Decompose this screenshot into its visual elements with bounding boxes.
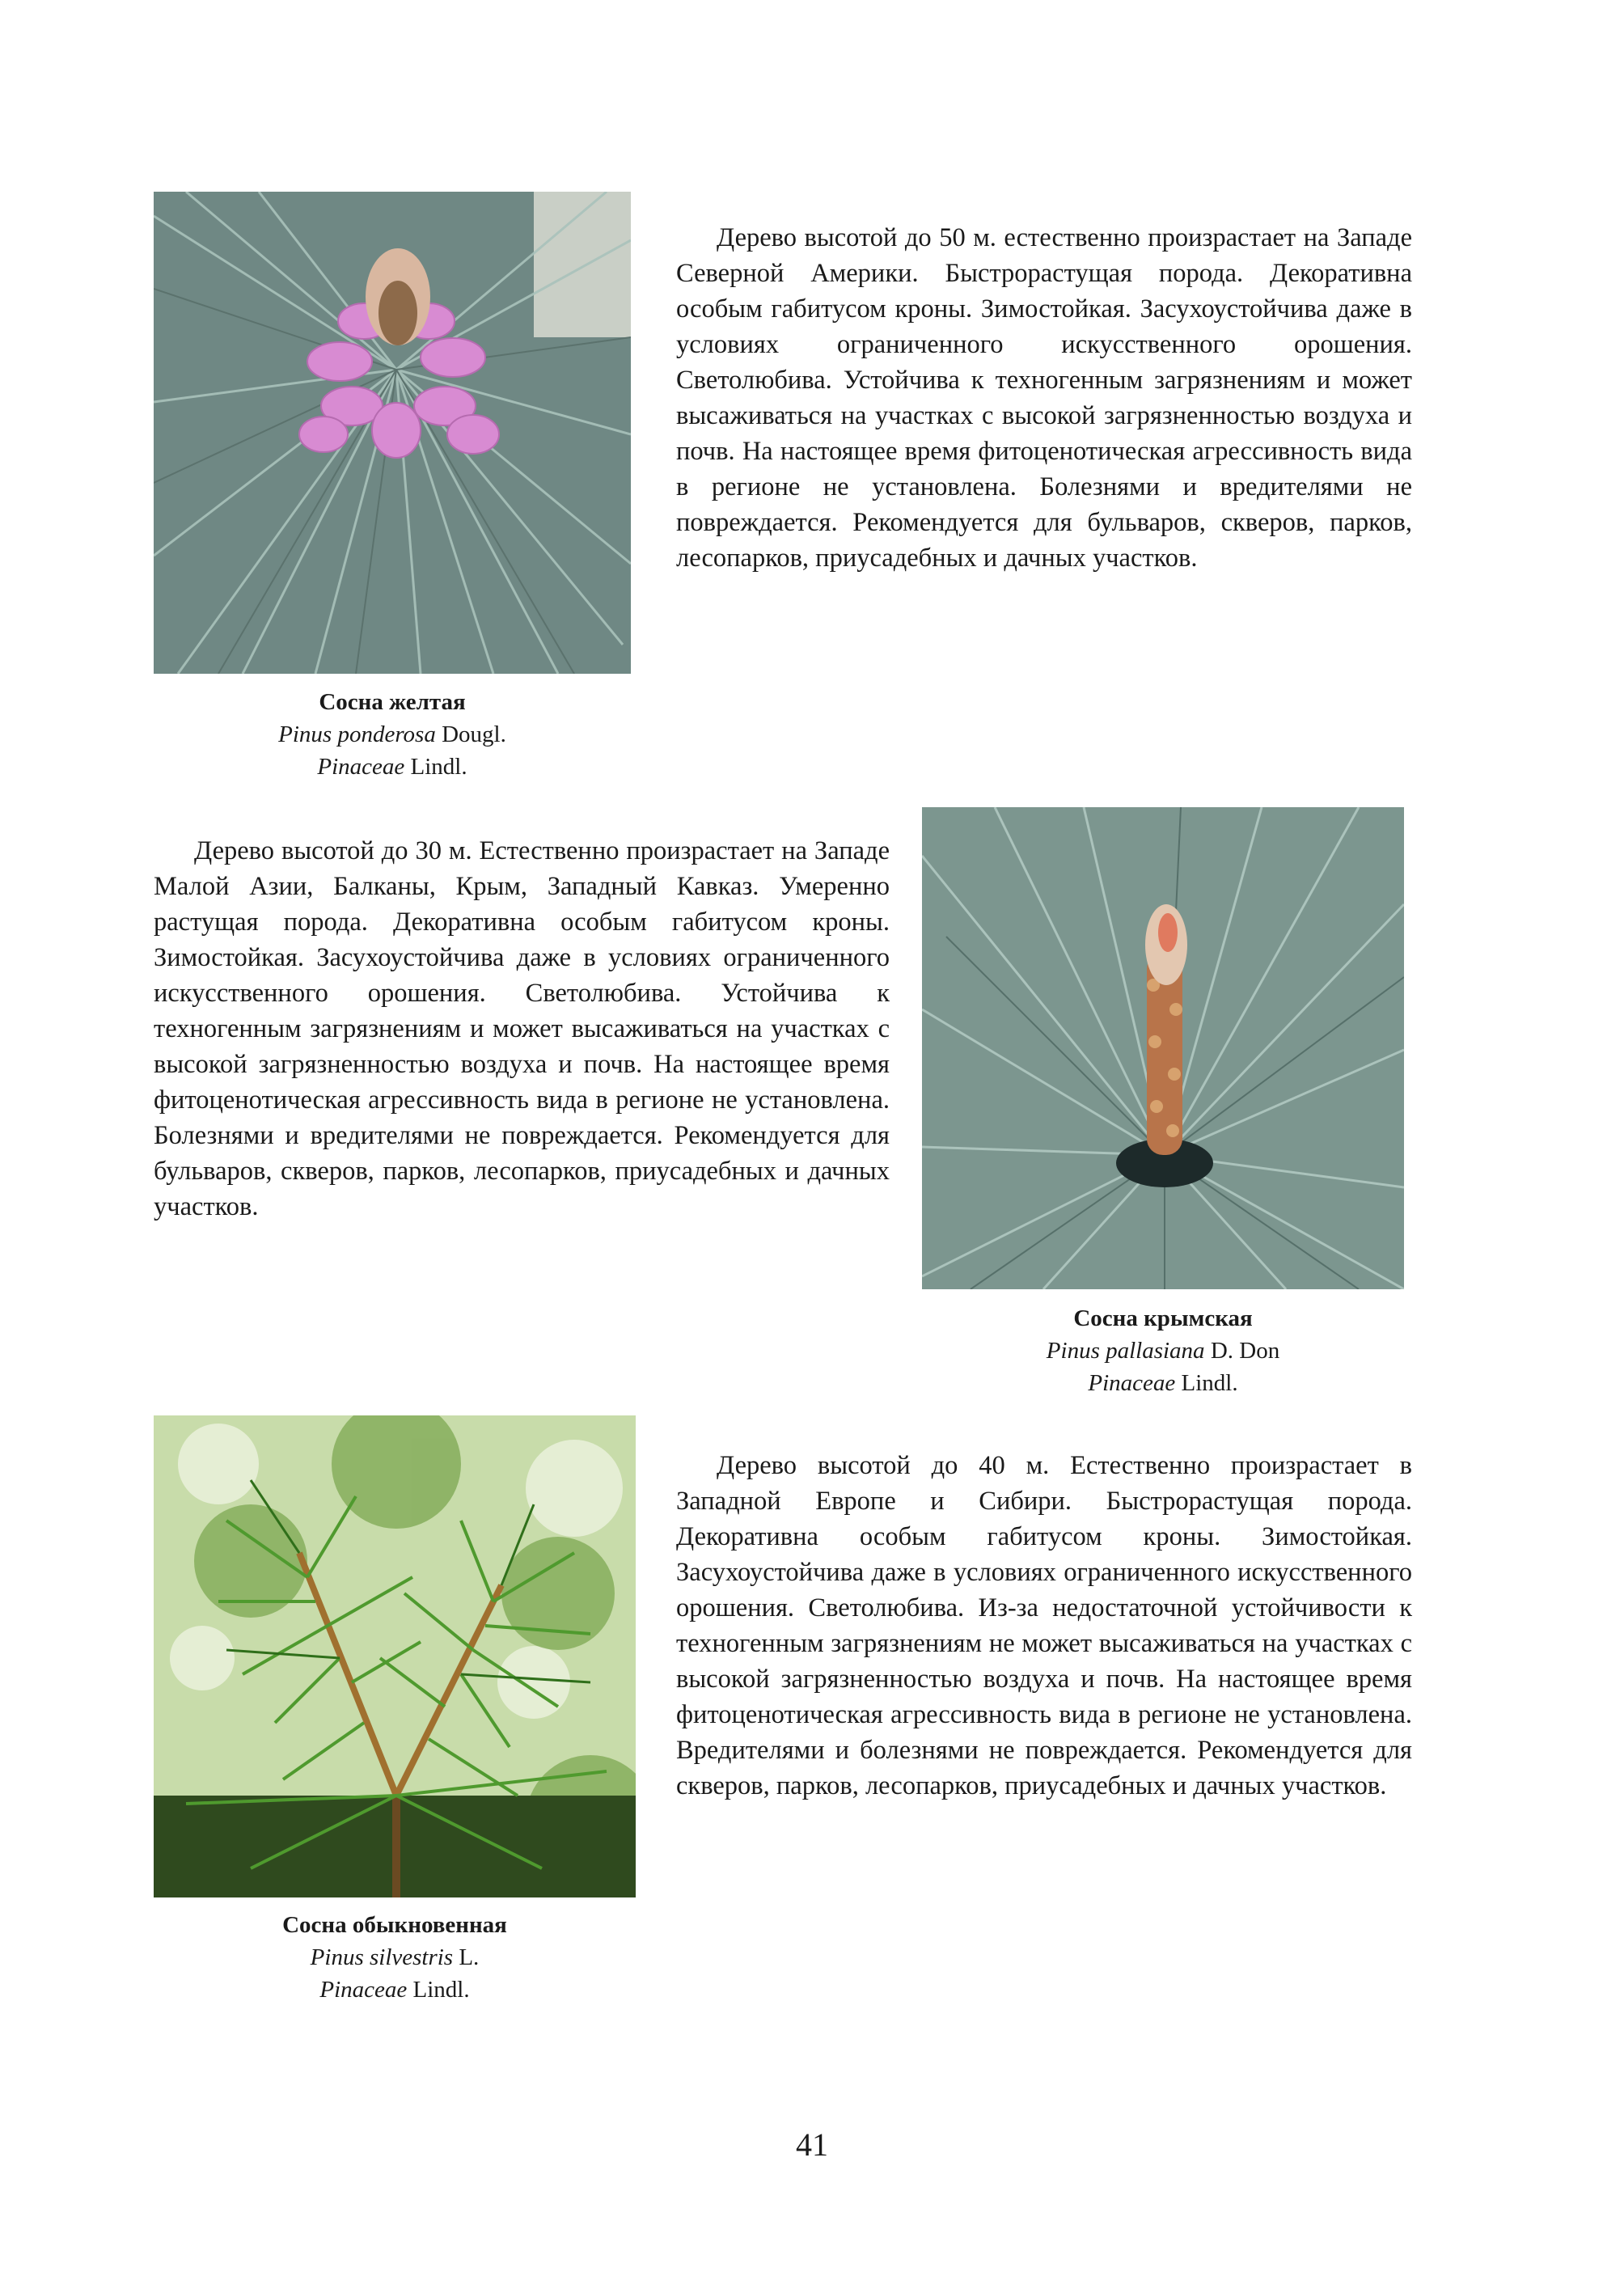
description-pinus-silvestris: Дерево высотой до 40 м. Естественно произрастает в Западной Европе и Сибири. Быстрорастущая порода. Декоративна особым габитусом кроны. Зимостойкая. Засухоустойчива даже в условиях ограниченного искусственного орошения. Светолюбива. Из-за недостаточной устойчивости к техногенным загрязнениям не может высаживаться на участках с высокой загрязненностью воздуха и почв. На настоящее время фитоценотическая агрессивность вида в регионе не установлена. Вредителями и болезнями не повреждается. Рекомендуется для скверов, парков, лесопарков, приусадебных и дачных участков. xyxy=(676,1451,1412,1800)
species-name-ru: Сосна крымская xyxy=(1073,1305,1253,1331)
page-number: 41 xyxy=(796,2126,828,2163)
photo-pinus-ponderosa xyxy=(154,192,631,674)
species-name-ru: Сосна обыкновенная xyxy=(282,1912,507,1938)
photo-pinus-silvestris xyxy=(154,1415,636,1897)
photo-pinus-pallasiana xyxy=(922,807,1404,1289)
species-name-latin: Pinus silvestris L. xyxy=(310,1944,480,1970)
species-name-latin: Pinus ponderosa Dougl. xyxy=(278,721,506,747)
caption-pinus-ponderosa xyxy=(154,686,631,783)
species-name-ru: Сосна желтая xyxy=(319,689,466,715)
caption-pinus-silvestris xyxy=(154,1909,636,2006)
species-family: Pinaceae Lindl. xyxy=(317,754,467,780)
species-name-latin: Pinus pallasiana D. Don xyxy=(1046,1338,1280,1364)
description-pinus-pallasiana: Дерево высотой до 30 м. Естественно произрастает на Западе Малой Азии, Балканы, Крым, Западный Кавказ. Умеренно растущая порода. Декоративна особым габитусом кроны. Зимостойкая. Засухоустойчива даже в условиях ограниченного искусственного орошения. Светолюбива. Устойчива к техногенным загрязнениям и может высаживаться на участках с высокой загрязненностью воздуха и почв. На настоящее время фитоценотическая агрессивность вида в регионе не установлена. Болезнями и вредителями не повреждается. Рекомендуется для бульваров, скверов, парков, лесопарков, приусадебных и дачных участков. xyxy=(154,836,890,1221)
description-pinus-ponderosa: Дерево высотой до 50 м. естественно произрастает на Западе Северной Америки. Быстрорастущая порода. Декоративна особым габитусом кроны. Зимостойкая. Засухоустойчива даже в условиях ограниченного искусственного орошения. Светолюбива. Устойчива к техногенным загрязнениям и может высаживаться на участках с высокой загрязненностью воздуха и почв. На настоящее время фитоценотическая агрессивность вида в регионе не установлена. Болезнями и вредителями не повреждается. Рекомендуется для бульваров, скверов, парков, лесопарков, приусадебных и дачных участков. xyxy=(676,223,1412,573)
caption-pinus-pallasiana xyxy=(922,1302,1404,1399)
species-family: Pinaceae Lindl. xyxy=(1088,1370,1238,1396)
species-family: Pinaceae Lindl. xyxy=(319,1977,470,2003)
